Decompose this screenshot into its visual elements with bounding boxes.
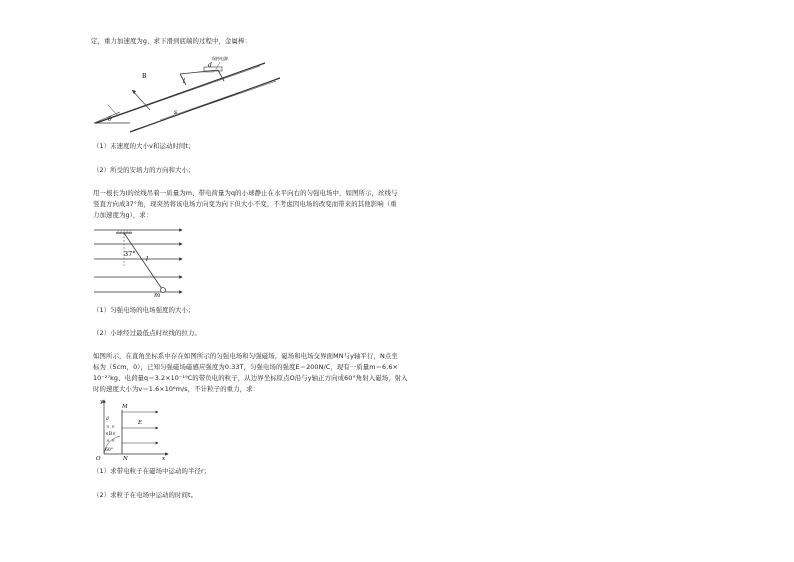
label-l2: l: [146, 255, 149, 263]
problem3-line4: 时的速度大小为v＝1.6×10⁶m/s，不计粒子的重力，求：: [93, 385, 260, 393]
magnetic-cross-row-2: × ×: [106, 439, 115, 444]
label-60: 60°: [105, 448, 113, 453]
label-l: l: [183, 78, 185, 85]
label-E: E: [138, 420, 143, 426]
problem3-q1: （1）求带电粒子在磁场中运动的半径r；: [93, 467, 211, 475]
label-m: m: [154, 291, 161, 298]
label-d: d: [208, 62, 212, 69]
problem2-line1: 用一根长为l的丝线吊着一质量为m、带电荷量为q的小球静止在水平向右的匀强电场中，如图所示，丝线与: [93, 189, 398, 197]
coordinate-field-figure: [92, 396, 172, 460]
problem3-q2: （2）求粒子在电场中运动的时间t。: [93, 491, 198, 499]
label-theta: θ: [108, 116, 112, 123]
problem3-line2: 标为（5cm，0），已知匀强磁场磁感应强度为0.33T，匀强电场的强度E＝200N/C，现有一质量m＝6.6×: [93, 363, 398, 371]
label-s: s: [174, 109, 178, 116]
angle-37: 37°: [124, 250, 136, 258]
problem1-intro: 定，重力加速度为g，求下滑到底端的过程中，金属棒：: [91, 37, 251, 45]
pendulum-field-figure: [92, 226, 188, 298]
problem2-line3: 力加速度为g），求：: [93, 211, 153, 219]
problem1-q2: （2）所受的安培力的方向和大小；: [93, 166, 195, 174]
label-B: B: [142, 73, 147, 80]
problem1-q1: （1）末速度的大小v和运动时间t；: [93, 142, 195, 150]
label-O: O: [96, 456, 101, 460]
problem3-line3: 10⁻²⁷kg、电荷量q＝3.2×10⁻¹⁹C的带负电的粒子，从边界坐标原点O沿与y轴正方向成60°角射入磁场，射入: [93, 374, 408, 382]
problem2-q1: （1）匀强电场的电场强度的大小；: [93, 306, 195, 314]
incline-rails-figure: [90, 50, 290, 135]
problem2-line2: 竖直方向成37°角，现突然将该电场方向变为向下但大小不变，不考虑因电场的改变而带来的其他影响（重: [93, 200, 397, 208]
magnetic-cross-row-1: × ×: [106, 425, 115, 430]
label-M: M: [122, 404, 128, 410]
label-y: y: [100, 399, 104, 405]
problem3-line1: 如图所示，在直角坐标系中存在如图所示的匀强电场和匀强磁场，磁场和电场交界面MN与y轴平行，N点坐: [93, 352, 398, 360]
label-sensor: 保持电源: [212, 56, 228, 61]
label-B3: ×B×: [105, 432, 116, 437]
label-x: x: [162, 456, 166, 460]
label-d3: d: [106, 417, 109, 422]
label-N: N: [123, 456, 128, 460]
problem2-q2: （2）小球经过最低点时丝线的拉力。: [93, 329, 202, 337]
